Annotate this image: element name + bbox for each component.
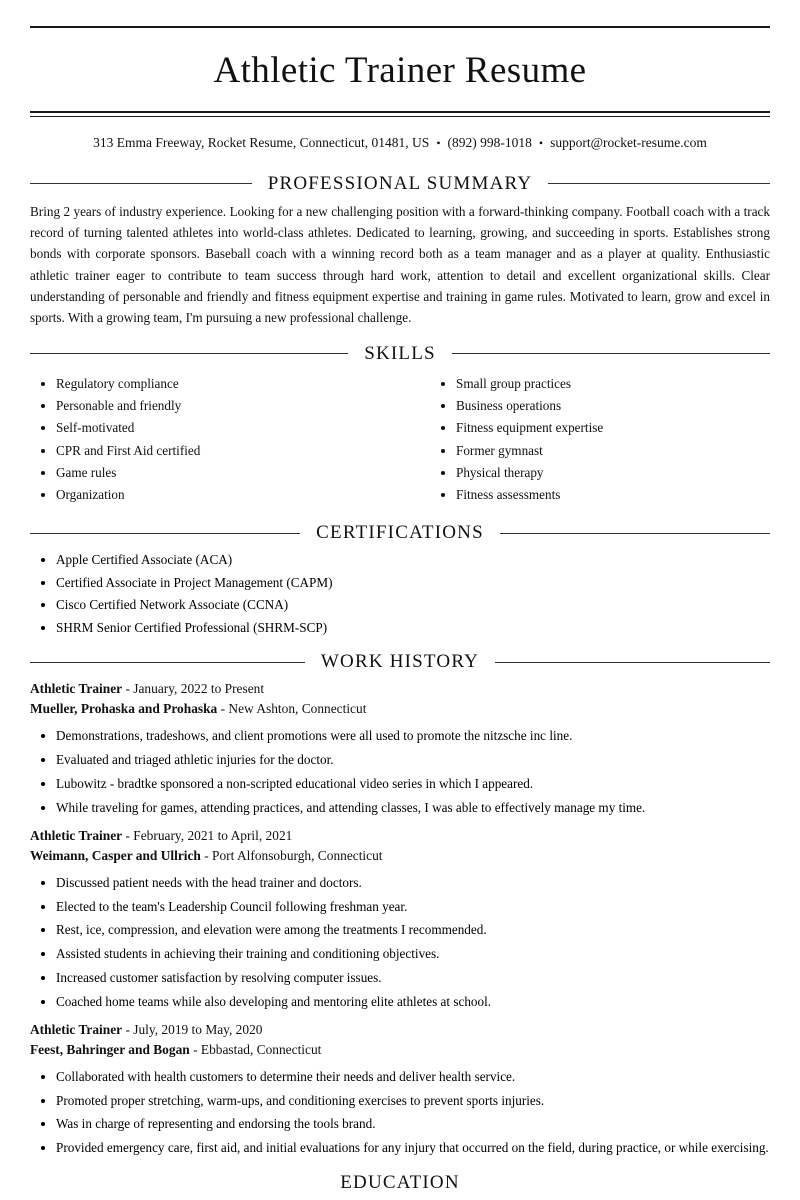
skills-list-left [30, 375, 400, 505]
job-company-line [30, 1040, 770, 1060]
list-item: • Lubowitz - bradtke sponsored a non-scripted educational video series in which I appeared. [56, 774, 770, 794]
section-title-certifications: CERTIFICATIONS [316, 522, 484, 544]
rule-left [30, 353, 348, 354]
job-role-line [30, 1020, 770, 1040]
contact-phone: (892) 998-1018 [447, 134, 532, 150]
list-item: • Organization [56, 486, 400, 505]
job-bullets [30, 1067, 770, 1158]
skills-list-right [430, 375, 770, 505]
job-company: Weimann, Casper and Ullrich [30, 847, 201, 863]
rule-right [452, 353, 770, 354]
contact-address: 313 Emma Freeway, Rocket Resume, Connecticut, 01481, US [93, 134, 430, 150]
list-item: • Assisted students in achieving their training and conditioning objectives. [56, 944, 770, 964]
section-header-summary [30, 173, 770, 195]
skills-columns [30, 371, 770, 508]
list-item: • Fitness assessments [456, 486, 770, 505]
contact-separator-1: • [436, 135, 441, 150]
rule-right [548, 183, 770, 184]
section-header-skills [30, 343, 770, 365]
list-item: • Self-motivated [56, 419, 400, 438]
job-company: Feest, Bahringer and Bogan [30, 1041, 190, 1057]
section-header-work-history [30, 651, 770, 673]
list-item: • Discussed patient needs with the head trainer and doctors. [56, 873, 770, 893]
job-bullets [30, 873, 770, 1012]
contact-separator-2: • [538, 135, 544, 150]
job-location: - New Ashton, Connecticut [220, 701, 367, 717]
list-item: • While traveling for games, attending practices, and attending classes, I was able to effectively manage my time. [56, 798, 770, 818]
job-location: - Port Alfonsoburgh, Connecticut [204, 847, 383, 863]
list-item: • Evaluated and triaged athletic injuries for the doctor. [56, 750, 770, 770]
section-title-education: EDUCATION [340, 1172, 460, 1194]
list-item: • Was in charge of representing and endorsing the tools brand. [56, 1114, 770, 1134]
rule-right [500, 533, 770, 534]
certifications-list [30, 550, 770, 637]
job-location: - Ebbastad, Connecticut [193, 1041, 322, 1057]
work-history-entry [30, 1020, 770, 1158]
rule-left [30, 183, 252, 184]
list-item: • Personable and friendly [56, 397, 400, 416]
list-item: • Game rules [56, 464, 400, 483]
work-history-entry [30, 679, 770, 817]
list-item: • Coached home teams while also developing and mentoring elite athletes at school. [56, 992, 770, 1012]
list-item: • Physical therapy [456, 464, 770, 483]
list-item: • Elected to the team's Leadership Council following freshman year. [56, 897, 770, 917]
rule-left [30, 662, 305, 663]
list-item: • Former gymnast [456, 442, 770, 461]
summary-text: Bring 2 years of industry experience. Looking for a new challenging position with a forward-thinking company. Football coach with a track record of turning talented athletes into world-class athletes. Dedicated to learning, growing, and succeeding in sports. Establishes strong bonds with corporate sponsors. Baseball coach with a winning record both as a team manager and as a player at quality. Enthusiastic athletic trainer eager to contribute to team success through hard work, attention to detail and excellent organizational skills. Clear understanding of personable and friendly and fitness equipment expertise and training in game rules. Motivated to learn, grow and excel in sports. With a growing team, I'm pursuing a new professional challenge. [30, 203, 770, 326]
list-item: • Regulatory compliance [56, 375, 400, 394]
section-title-skills: SKILLS [364, 342, 436, 364]
contact-line [30, 117, 770, 159]
section-header-education [30, 1172, 770, 1194]
job-role: Athletic Trainer [30, 1021, 123, 1037]
list-item: • Apple Certified Associate (ACA) [56, 550, 770, 569]
list-item: • Business operations [456, 397, 770, 416]
job-dates: - July, 2019 to May, 2020 [125, 1021, 263, 1037]
job-bullets [30, 726, 770, 817]
list-item: • Small group practices [456, 375, 770, 394]
job-company-line [30, 699, 770, 719]
job-dates: - January, 2022 to Present [125, 681, 265, 697]
list-item: • Promoted proper stretching, warm-ups, and conditioning exercises to prevent sports injuries. [56, 1091, 770, 1111]
list-item: • SHRM Senior Certified Professional (SHRM-SCP) [56, 618, 770, 637]
list-item: • Rest, ice, compression, and elevation were among the treatments I recommended. [56, 920, 770, 940]
job-dates: - February, 2021 to April, 2021 [125, 827, 293, 843]
job-role: Athletic Trainer [30, 681, 123, 697]
list-item: • Certified Associate in Project Management (CAPM) [56, 573, 770, 592]
skills-column-right [400, 371, 770, 508]
list-item: • Collaborated with health customers to determine their needs and deliver health service. [56, 1067, 770, 1087]
list-item: • Increased customer satisfaction by resolving computer issues. [56, 968, 770, 988]
job-role: Athletic Trainer [30, 827, 123, 843]
list-item: • Demonstrations, tradeshows, and client promotions were all used to promote the nitzsche inc line. [56, 726, 770, 746]
work-history-entry [30, 826, 770, 1012]
job-company: Mueller, Prohaska and Prohaska [30, 701, 218, 717]
job-company-line [30, 846, 770, 866]
list-item: • Fitness equipment expertise [456, 419, 770, 438]
list-item: • Cisco Certified Network Associate (CCNA) [56, 595, 770, 614]
rule-right [495, 662, 770, 663]
list-item: • CPR and First Aid certified [56, 442, 400, 461]
page-title: Athletic Trainer Resume [213, 50, 587, 91]
list-item: • Provided emergency care, first aid, and initial evaluations for any injury that occurred on the field, during practice, or while exercising. [56, 1138, 770, 1158]
rule-left [30, 533, 300, 534]
section-header-certifications [30, 522, 770, 544]
section-title-summary: PROFESSIONAL SUMMARY [267, 172, 533, 194]
skills-column-left [30, 371, 400, 508]
section-title-work-history: WORK HISTORY [320, 651, 480, 673]
job-role-line [30, 679, 770, 699]
job-role-line [30, 826, 770, 846]
contact-email: support@rocket-resume.com [550, 134, 707, 150]
